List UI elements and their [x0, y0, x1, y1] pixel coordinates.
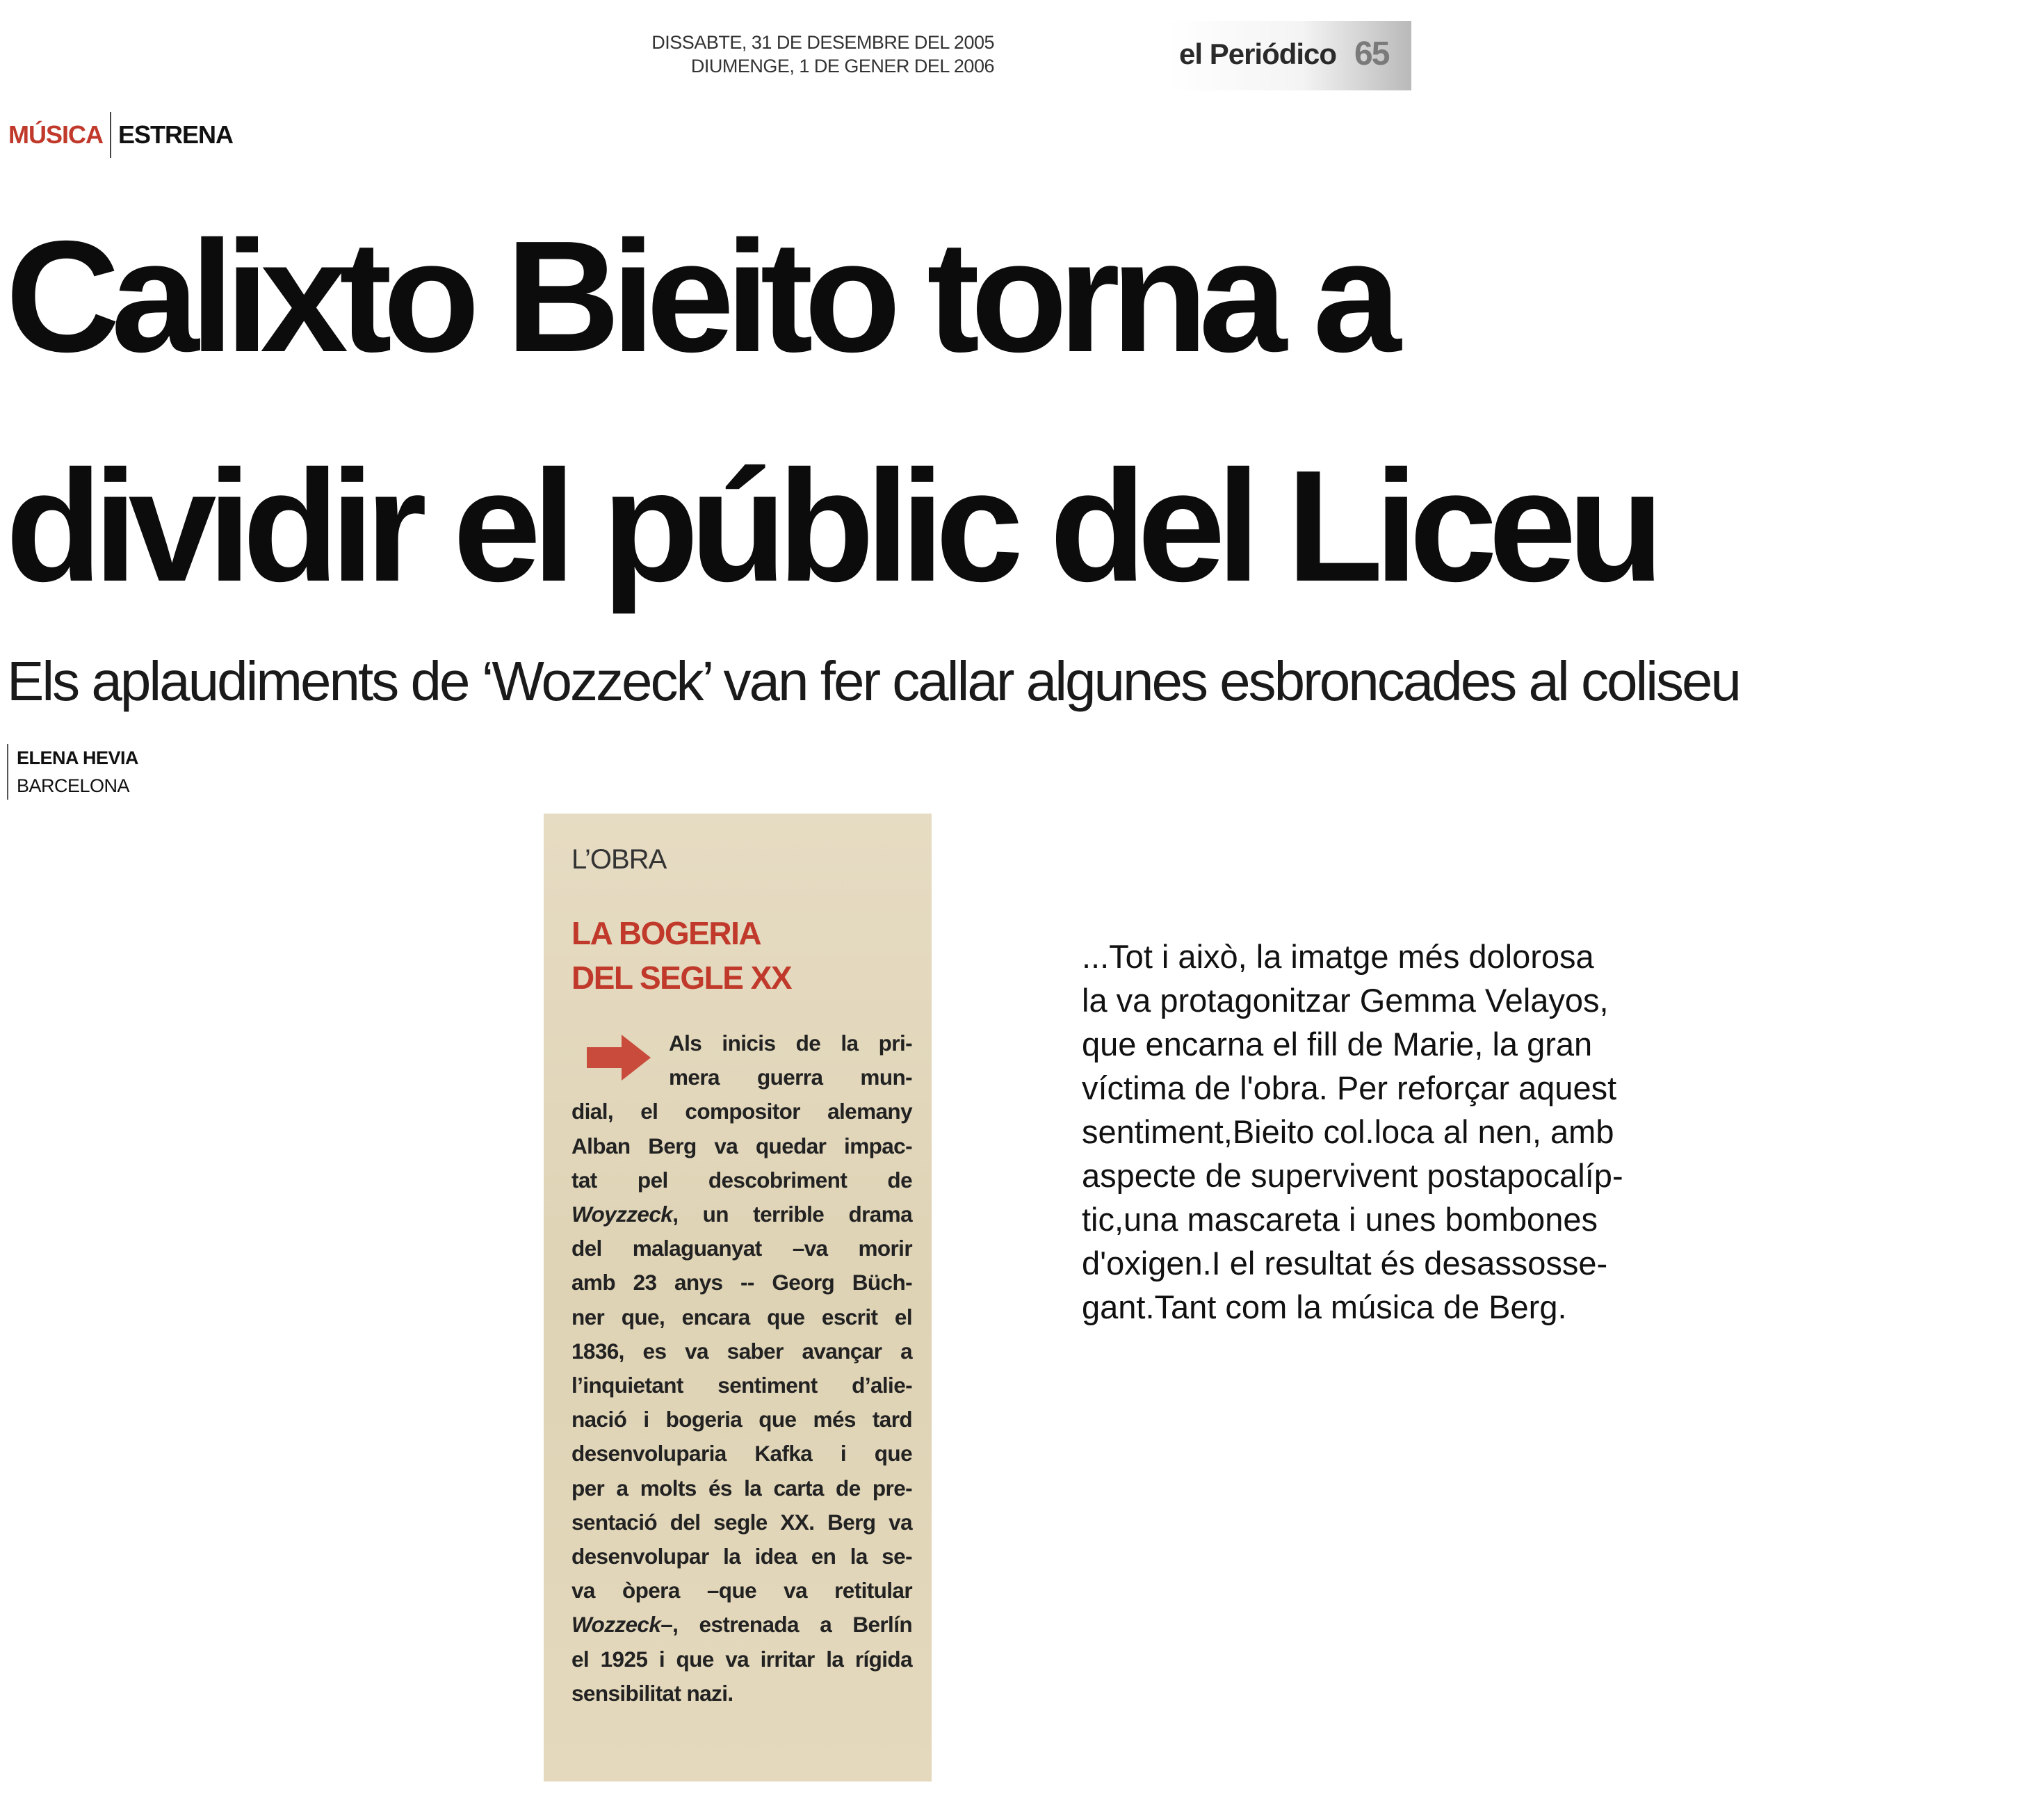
- section-divider: [110, 112, 111, 158]
- sidebar-kicker: L’OBRA: [571, 844, 667, 875]
- sidebar-body-line: dial, el compositor alemany: [571, 1099, 912, 1124]
- sidebar-body-line: sensibilitat nazi.: [571, 1680, 733, 1706]
- sidebar-body-line: mera guerra mun-: [669, 1065, 912, 1090]
- headline-line-2: dividir el públic del Liceu: [6, 438, 1655, 615]
- sidebar-body-line: Woyzzeck, un terrible drama: [571, 1202, 912, 1227]
- sidebar-body-line: Alban Berg va quedar impac-: [571, 1133, 912, 1158]
- masthead: [1168, 21, 1411, 90]
- sidebar-body-line: Als inicis de la pri-: [669, 1031, 912, 1056]
- author-location: BARCELONA: [17, 775, 130, 796]
- sidebar-title-line-1: LA BOGERIA: [571, 915, 761, 951]
- headline-line-1: Calixto Bieito torna a: [6, 209, 1393, 385]
- sidebar-body-line: Wozzeck–, estrenada a Berlín: [571, 1612, 912, 1638]
- article-excerpt: [1082, 935, 1749, 1329]
- sidebar-body-line: el 1925 i que va irritar la rígida: [571, 1646, 912, 1672]
- newspaper-name: el Periódico: [1179, 38, 1337, 70]
- sidebar-box: [544, 814, 932, 1781]
- sidebar-body-line: amb 23 anys -- Georg Büch-: [571, 1270, 912, 1295]
- sidebar-body-line: desenvolupar la idea en la se-: [571, 1544, 912, 1569]
- sidebar-body-line: del malaguanyat –va morir: [571, 1236, 912, 1261]
- excerpt-line: gant.Tant com la música de Berg.: [1082, 1288, 1567, 1325]
- sidebar-body: [571, 1026, 912, 1711]
- sidebar-body-line: 1836, es va saber avançar a: [571, 1338, 912, 1364]
- excerpt-line: d'oxigen.I el resultat és desassosse-: [1082, 1245, 1608, 1282]
- page-number: 65: [1354, 35, 1389, 72]
- excerpt-line: tic,una mascareta i unes bombones: [1082, 1201, 1598, 1238]
- sidebar-body-line: l’inquietant sentiment d’alie-: [571, 1373, 912, 1398]
- sidebar-title-line-2: DEL SEGLE XX: [571, 960, 792, 996]
- section-main: MÚSICA: [8, 120, 103, 149]
- excerpt-line: la va protagonitzar Gemma Velayos,: [1082, 982, 1609, 1019]
- date-line-sunday: DIUMENGE, 1 DE GENER DEL 2006: [690, 56, 994, 76]
- sidebar-body-line: nació i bogeria que més tard: [571, 1407, 912, 1432]
- excerpt-line: sentiment,Bieito col.loca al nen, amb: [1082, 1113, 1614, 1150]
- subheadline: Els aplaudiments de ‘Wozzeck’ van fer callar algunes esbroncades al coliseu: [7, 650, 1739, 712]
- excerpt-line: que encarna el fill de Marie, la gran: [1082, 1026, 1593, 1062]
- sidebar-body-line: tat pel descobriment de: [571, 1167, 912, 1193]
- opera-title: Woyzzeck: [571, 1202, 673, 1227]
- author-name: ELENA HEVIA: [17, 748, 139, 768]
- sidebar-body-line: ner que, encara que escrit el: [571, 1304, 912, 1330]
- dateline: [584, 31, 994, 78]
- opera-title: Wozzeck: [571, 1612, 661, 1638]
- excerpt-line: aspecte de supervivent postapocalíp-: [1082, 1157, 1623, 1194]
- byline: [7, 744, 138, 800]
- sidebar-body-line: sentació del segle XX. Berg va: [571, 1509, 912, 1535]
- excerpt-line: ...Tot i això, la imatge més dolorosa: [1082, 938, 1594, 975]
- headline: [6, 182, 2036, 641]
- section-label: [8, 114, 233, 156]
- section-sub: ESTRENA: [118, 120, 234, 149]
- sidebar-body-line: va òpera –que va retitular: [571, 1578, 912, 1603]
- date-line-saturday: DISSABTE, 31 DE DESEMBRE DEL 2005: [651, 32, 994, 53]
- excerpt-line: víctima de l'obra. Per reforçar aquest: [1082, 1069, 1617, 1106]
- sidebar-body-line: per a molts és la carta de pre-: [571, 1475, 912, 1501]
- sidebar-title: [571, 911, 919, 1000]
- sidebar-body-line: desenvoluparia Kafka i que: [571, 1441, 912, 1466]
